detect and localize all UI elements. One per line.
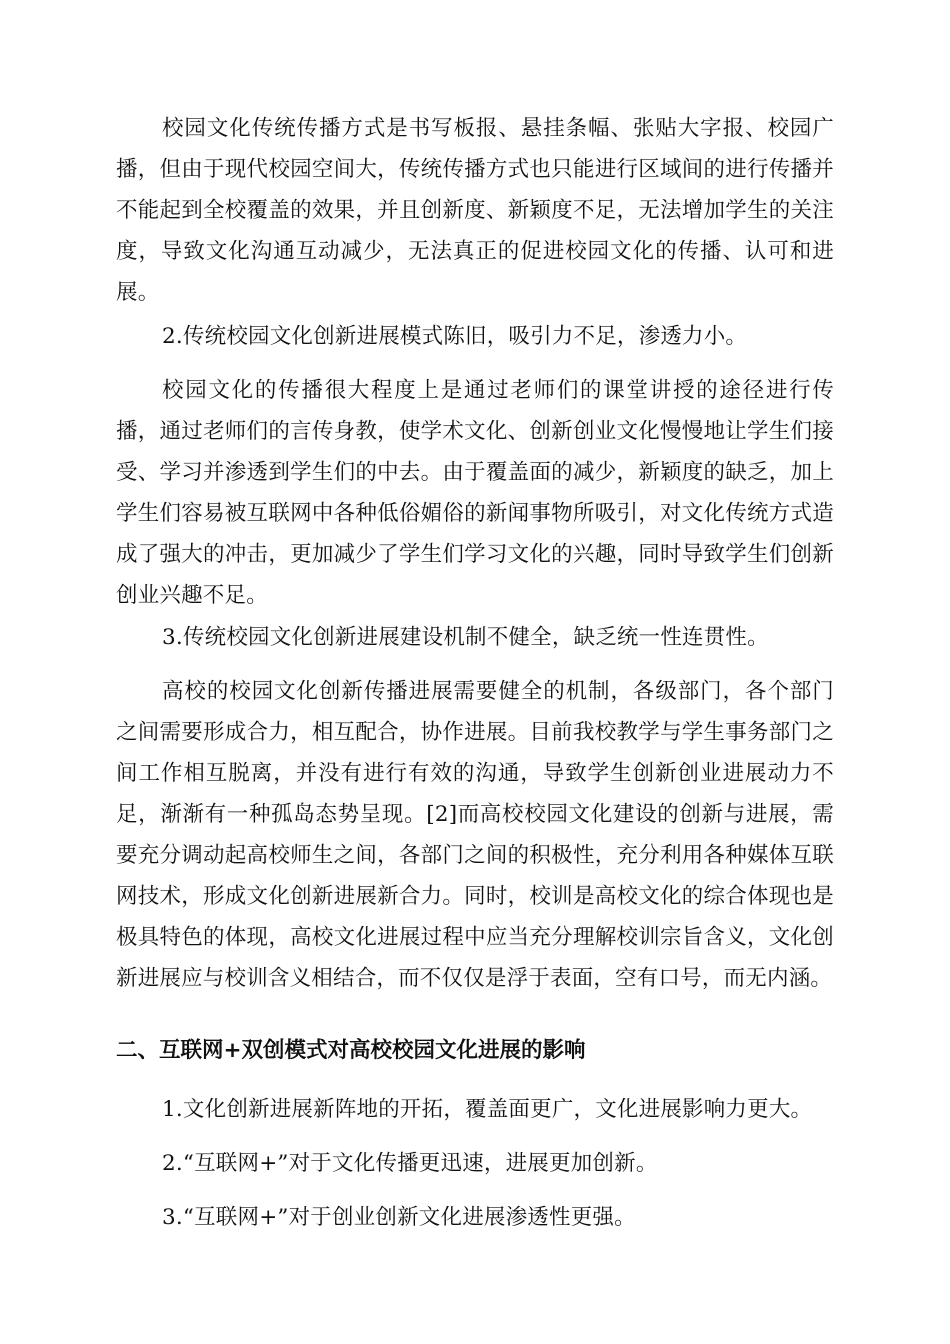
sub-item-3: 3.“互联网+”对于创业创新文化进展渗透性更强。 [162, 1205, 636, 1230]
list-item-2: 2.传统校园文化创新进展模式陈旧，吸引力不足，渗透力小。 [162, 324, 748, 349]
paragraph-classroom-teaching: 校园文化的传播很大程度上是通过老师们的课堂讲授的途径进行传播，通过老师们的言传身教，使学术文化、创新创业文化慢慢地让学生们接受、学习并渗透到学生们的中去。由于覆盖面的减少，新颖度的缺乏，加上学生们容易被互联网中各种低俗媚俗的新闻事物所吸引，对文化传统方式造成了强大的冲击，更加减少了学生们学习文化的兴趣，同时导致学生们创新创业兴趣不足。 [116, 378, 834, 608]
sub-item-1: 1.文化创新进展新阵地的开拓，覆盖面更广，文化进展影响力更大。 [162, 1097, 813, 1122]
paragraph-mechanism: 高校的校园文化创新传播进展需要健全的机制，各级部门，各个部门之间需要形成合力，相互配合，协作进展。目前我校教学与学生事务部门之间工作相互脱离，并没有进行有效的沟通，导致学生创新创业进展动力不足，渐渐有一种孤岛态势呈现。[2]而高校校园文化建设的创新与进展，需要充分调动起高校师生之间，各部门之间的积极性，充分利用各种媒体互联网技术，形成文化创新进展新合力。同时，校训是高校文化的综合体现也是极具特色的体现，高校文化进展过程中应当充分理解校训宗旨含义，文化创新进展应与校训含义相结合，而不仅仅是浮于表面，空有口号，而无内涵。 [116, 679, 834, 991]
paragraph-traditional-methods: 校园文化传统传播方式是书写板报、悬挂条幅、张贴大字报、校园广播，但由于现代校园空间大，传统传播方式也只能进行区域间的进行传播并不能起到全校覆盖的效果，并且创新度、新颖度不足，无法增加学生的关注度，导致文化沟通互动减少，无法真正的促进校园文化的传播、认可和进展。 [116, 116, 834, 305]
list-item-3: 3.传统校园文化创新进展建设机制不健全，缺乏统一性连贯性。 [162, 625, 769, 650]
sub-item-2: 2.“互联网+”对于文化传播更迅速，进展更加创新。 [162, 1151, 658, 1176]
section-heading: 二、互联网+双创模式对高校校园文化进展的影响 [116, 1038, 586, 1063]
